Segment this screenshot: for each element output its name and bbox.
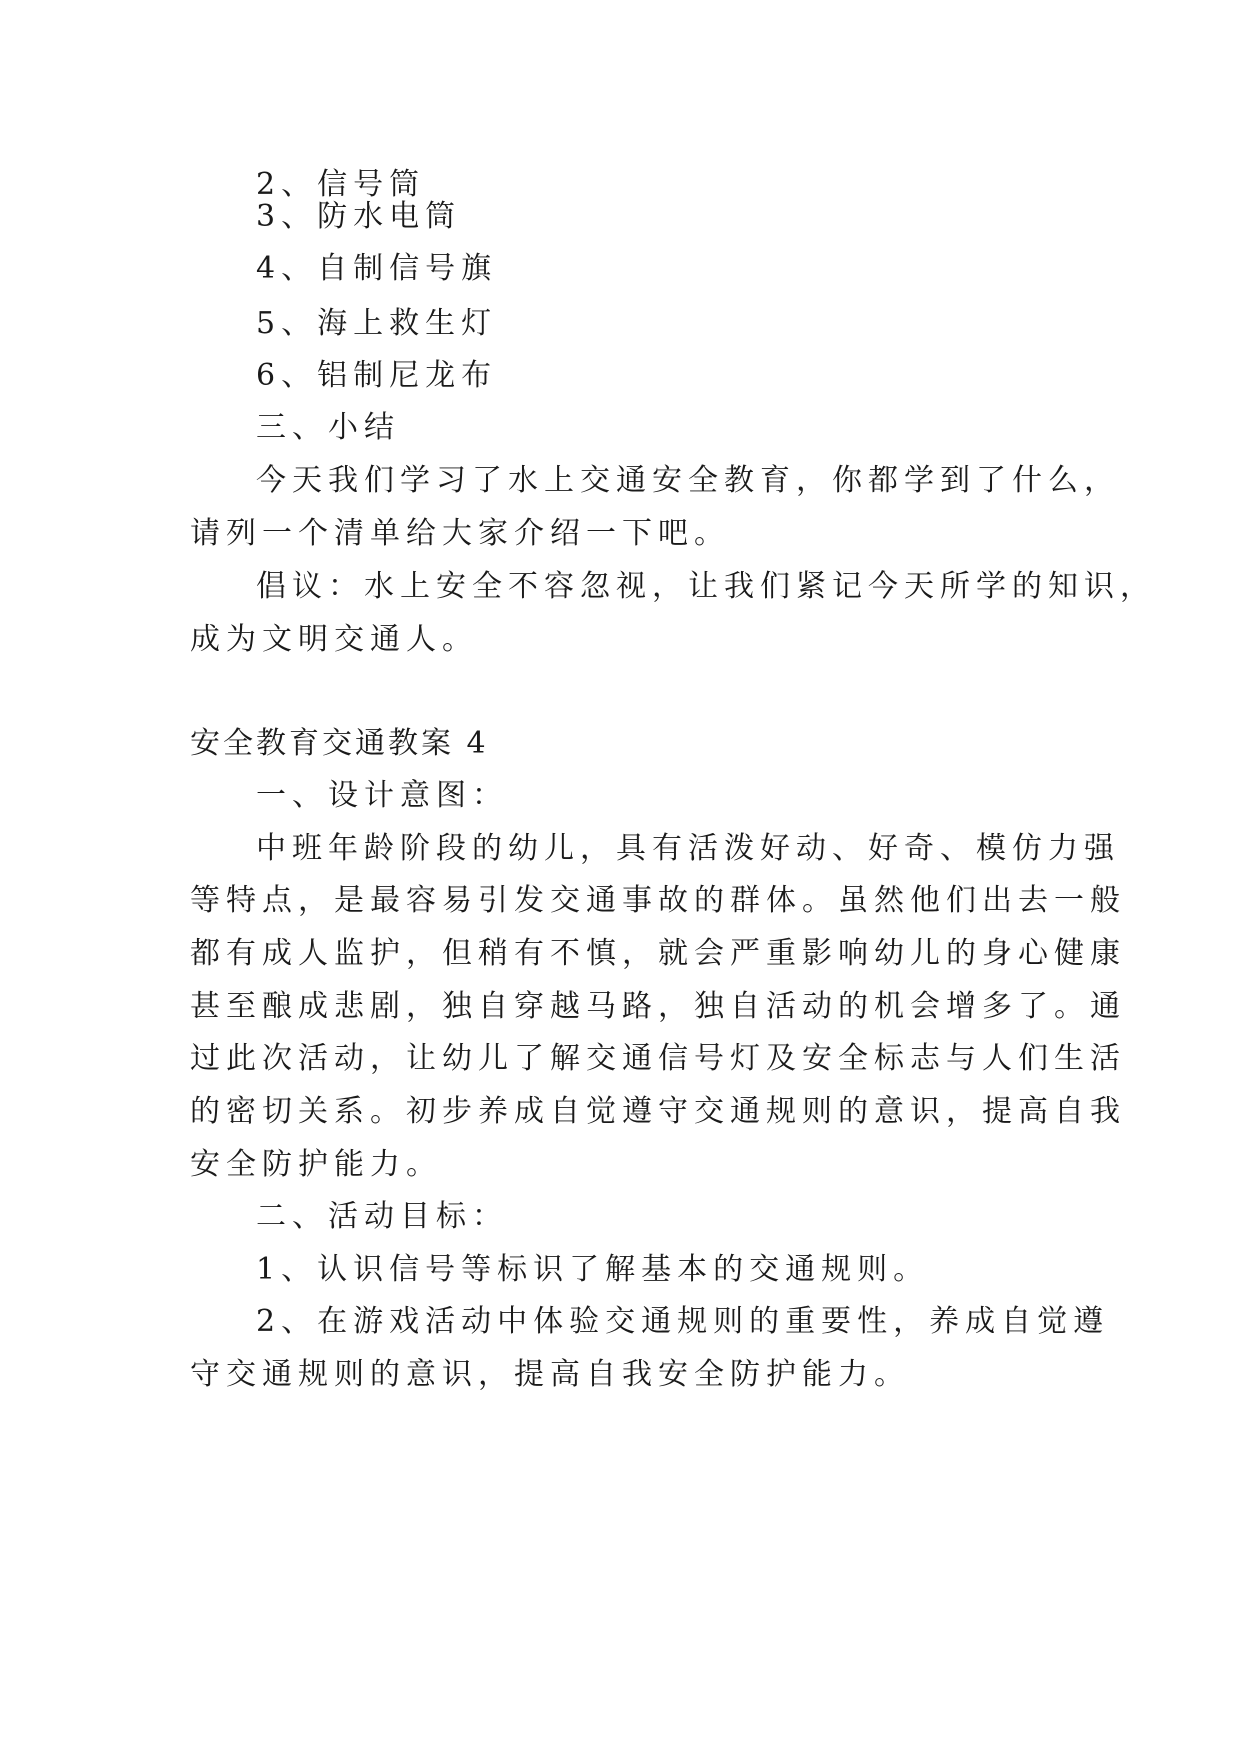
summary-paragraph-line: 今天我们学习了水上交通安全教育，你都学到了什么， [256, 463, 1120, 498]
activity-goal-2-line: 2、在游戏活动中体验交通规则的重要性，养成自觉遵 [256, 1304, 1110, 1339]
activity-goal-1: 1、认识信号等标识了解基本的交通规则。 [256, 1252, 930, 1287]
list-item-4: 4、自制信号旗 [256, 251, 498, 286]
list-item-2: 2、信号筒 [256, 167, 426, 202]
design-intent-line: 等特点，是最容易引发交通事故的群体。虽然他们出去一般 [190, 883, 1126, 918]
section-heading: 安全教育交通教案 4 [190, 726, 489, 761]
design-intent-line: 过此次活动，让幼儿了解交通信号灯及安全标志与人们生活 [190, 1041, 1126, 1076]
proposal-paragraph-line: 倡议：水上安全不容忽视，让我们紧记今天所学的知识， [256, 569, 1156, 604]
list-item-3: 3、防水电筒 [256, 199, 462, 234]
design-intent-line: 中班年龄阶段的幼儿，具有活泼好动、好奇、模仿力强 [256, 831, 1120, 866]
design-intent-line: 安全防护能力。 [190, 1147, 442, 1182]
design-intent-line: 甚至酿成悲剧，独自穿越马路，独自活动的机会增多了。通 [190, 989, 1126, 1024]
design-intent-line: 都有成人监护，但稍有不慎，就会严重影响幼儿的身心健康 [190, 936, 1126, 971]
list-item-5: 5、海上救生灯 [256, 306, 498, 341]
list-item-6: 6、铝制尼龙布 [256, 358, 498, 393]
section-summary-title: 三、小结 [256, 410, 400, 445]
activity-goals-title: 二、活动目标： [256, 1199, 508, 1234]
design-intent-line: 的密切关系。初步养成自觉遵守交通规则的意识，提高自我 [190, 1094, 1126, 1129]
design-intent-title: 一、设计意图： [256, 778, 508, 813]
summary-paragraph-line: 请列一个清单给大家介绍一下吧。 [190, 516, 730, 551]
proposal-paragraph-line: 成为文明交通人。 [190, 622, 478, 657]
activity-goal-2-line: 守交通规则的意识，提高自我安全防护能力。 [190, 1357, 910, 1392]
